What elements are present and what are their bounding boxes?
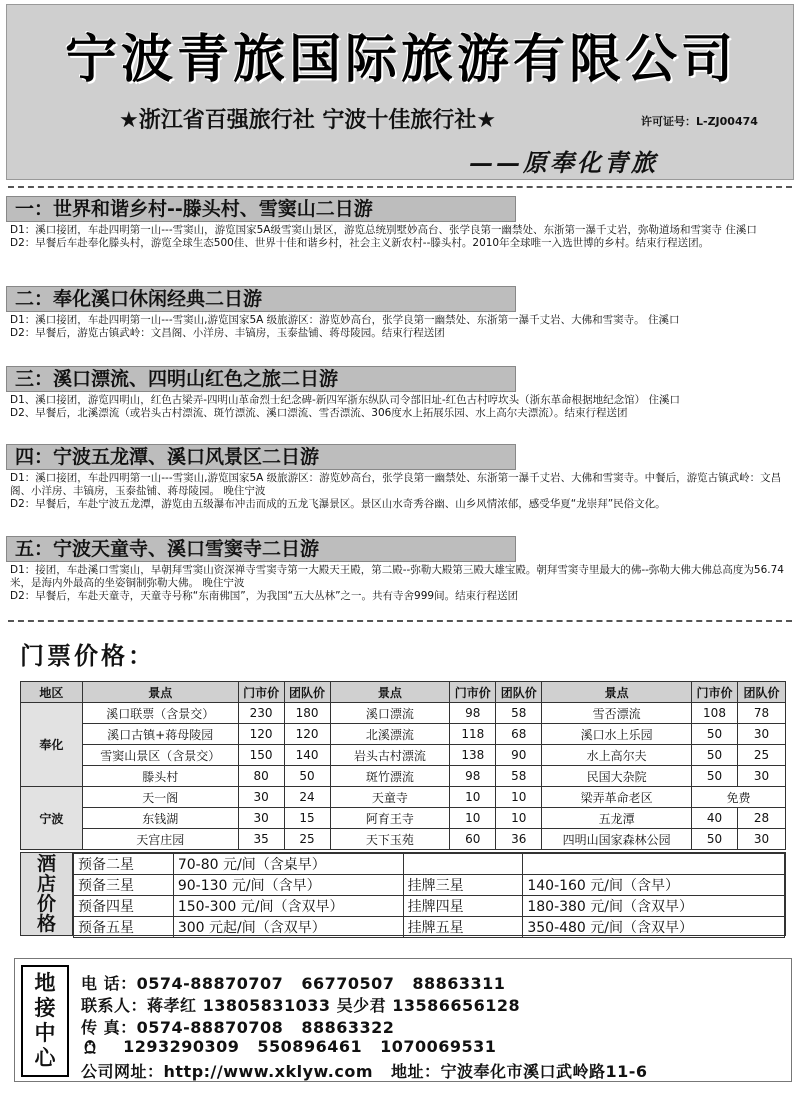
table-cell: 78 xyxy=(737,703,785,724)
table-cell: 108 xyxy=(692,703,738,724)
qq-penguin-icon xyxy=(81,1037,99,1055)
column-header: 团队价 xyxy=(737,682,785,703)
table-cell: 50 xyxy=(692,766,738,787)
table-row xyxy=(21,703,786,724)
table-cell: 溪口联票（含景交） xyxy=(82,703,238,724)
route-line: D2：早餐后车赴奉化滕头村，游览全球生态500佳、世界十佳和谐乡村，社会主义新农村--滕头村。2010年全球唯一入选世博的乡村。结束行程送团。 xyxy=(10,236,710,249)
label-char: 店 xyxy=(36,873,56,895)
table-row xyxy=(21,766,786,787)
table-cell: 98 xyxy=(450,703,496,724)
table-cell: 10 xyxy=(450,808,496,829)
hotel-price: 300 元起/间（含双早） xyxy=(173,917,403,938)
honors-line: ★浙江省百强旅行社 宁波十佳旅行社★ xyxy=(119,108,497,133)
table-cell: 天下玉苑 xyxy=(330,829,450,850)
table-cell: 40 xyxy=(692,808,738,829)
website-link[interactable]: http://www.xklyw.com xyxy=(163,1062,373,1081)
table-row xyxy=(74,875,785,896)
hotel-grade: 挂牌四星 xyxy=(403,896,523,917)
hotel-price-table xyxy=(73,853,785,938)
route-desc-3 xyxy=(10,394,790,420)
hotel-price: 70-80 元/间（含桌早） xyxy=(173,854,403,875)
ticket-price-table xyxy=(20,681,786,850)
contact-center-label xyxy=(21,965,69,1077)
table-cell: 118 xyxy=(450,724,496,745)
table-cell: 25 xyxy=(737,745,785,766)
table-cell: 98 xyxy=(450,766,496,787)
table-cell: 120 xyxy=(238,724,284,745)
label-char: 格 xyxy=(36,913,56,935)
phone-line xyxy=(81,971,505,994)
website-label: 公司网址： xyxy=(81,1062,164,1081)
table-header-row xyxy=(21,682,786,703)
table-row xyxy=(21,724,786,745)
fax-label: 传 真： xyxy=(81,1018,137,1037)
area-cell: 奉化 xyxy=(21,703,83,787)
route-line: D1：溪口接团，车赴四明第一山---雪窦山,游览国家5A 级旅游区：游览妙高台，张学良第一幽禁处、东浙第一瀑千丈岩、大佛和雪窦寺。中餐后，游览古镇武岭：文昌阁、小洋房、丰镐房，玉泰盐铺、蒋母陵园。 晚住宁波 xyxy=(10,472,782,497)
table-cell: 30 xyxy=(737,724,785,745)
qq-number: 1293290309 xyxy=(123,1037,240,1056)
table-cell: 免费 xyxy=(692,787,786,808)
table-row xyxy=(74,854,785,875)
table-cell: 36 xyxy=(496,829,542,850)
table-cell: 30 xyxy=(238,808,284,829)
column-header: 门市价 xyxy=(238,682,284,703)
route-desc-4 xyxy=(10,472,790,510)
table-row xyxy=(21,745,786,766)
table-cell: 10 xyxy=(496,808,542,829)
column-header: 景点 xyxy=(330,682,450,703)
column-header: 团队价 xyxy=(284,682,330,703)
route-desc-1 xyxy=(10,224,790,250)
table-cell: 溪口漂流 xyxy=(330,703,450,724)
contact-persons: 蒋孝红 13805831033 吴少君 13586656128 xyxy=(147,996,521,1015)
table-cell: 阿育王寺 xyxy=(330,808,450,829)
route-title-5: 五：宁波天童寺、溪口雪窦寺二日游 xyxy=(6,536,516,562)
hotel-grade: 挂牌三星 xyxy=(403,875,523,896)
table-cell: 50 xyxy=(284,766,330,787)
table-cell: 北溪漂流 xyxy=(330,724,450,745)
column-header: 地区 xyxy=(21,682,83,703)
label-char: 地 xyxy=(34,971,56,995)
route-line: D2：早餐后，车赴宁波五龙潭，游览由五级瀑布冲击而成的五龙飞瀑景区。景区山水奇秀谷幽、山乡风情浓郁，感受华夏“龙崇拜”民俗文化。 xyxy=(10,497,666,510)
table-cell: 四明山国家森林公园 xyxy=(542,829,692,850)
table-cell: 溪口水上乐园 xyxy=(542,724,692,745)
hotel-price: 180-380 元/间（含双早） xyxy=(523,896,785,917)
qq-number: 550896461 xyxy=(257,1037,363,1056)
column-header: 团队价 xyxy=(496,682,542,703)
table-cell: 30 xyxy=(238,787,284,808)
table-cell: 梁弄革命老区 xyxy=(542,787,692,808)
table-cell: 雪否漂流 xyxy=(542,703,692,724)
label-char: 心 xyxy=(34,1046,56,1070)
column-header: 门市价 xyxy=(692,682,738,703)
table-cell: 天童寺 xyxy=(330,787,450,808)
table-cell: 58 xyxy=(496,703,542,724)
hotel-grade: 预备三星 xyxy=(74,875,174,896)
hotel-grade: 预备四星 xyxy=(74,896,174,917)
table-cell: 滕头村 xyxy=(82,766,238,787)
column-header: 景点 xyxy=(542,682,692,703)
original-name: ——原奉化青旅 xyxy=(469,148,658,177)
table-cell: 15 xyxy=(284,808,330,829)
route-title-1: 一：世界和谐乡村--滕头村、雪窦山二日游 xyxy=(6,196,516,222)
label-char: 价 xyxy=(36,893,56,915)
route-title-3: 三：溪口漂流、四明山红色之旅二日游 xyxy=(6,366,516,392)
table-row xyxy=(21,787,786,808)
table-cell: 138 xyxy=(450,745,496,766)
table-cell: 90 xyxy=(496,745,542,766)
table-row xyxy=(74,917,785,938)
table-row xyxy=(21,829,786,850)
table-cell: 120 xyxy=(284,724,330,745)
column-header: 门市价 xyxy=(450,682,496,703)
table-cell: 10 xyxy=(450,787,496,808)
route-line: D2：早餐后，游览古镇武岭：文昌阁、小洋房、丰镐房，玉泰盐铺、蒋母陵园。结束行程送团 xyxy=(10,326,445,339)
table-cell: 80 xyxy=(238,766,284,787)
table-cell: 150 xyxy=(238,745,284,766)
hotel-price-label xyxy=(21,853,73,935)
table-cell: 35 xyxy=(238,829,284,850)
hotel-price: 140-160 元/间（含早） xyxy=(523,875,785,896)
label-char: 酒 xyxy=(36,853,56,875)
table-row xyxy=(21,808,786,829)
route-desc-5 xyxy=(10,564,790,602)
table-cell: 50 xyxy=(692,745,738,766)
table-cell: 30 xyxy=(737,766,785,787)
hotel-grade: 挂牌五星 xyxy=(403,917,523,938)
table-cell: 10 xyxy=(496,787,542,808)
label-char: 接 xyxy=(34,996,56,1020)
ticket-price-title: 门票价格： xyxy=(20,642,155,670)
phone-number: 88863311 xyxy=(412,974,506,993)
qq-line xyxy=(81,1037,496,1056)
route-line: D1：接团，车赴溪口雪窦山，早朝拜雪窦山资深禅寺雪窦寺第一大殿天王殿，第二殿--弥勒大殿第三殿大雄宝殿。朝拜雪窦寺里最大的佛--弥勒大佛大佛总高度为56.74米，是海内外最高的坐姿铜制弥勒大佛。 晚住宁波 xyxy=(10,564,784,589)
phone-label: 电 话： xyxy=(81,974,137,993)
fax-number: 88863322 xyxy=(301,1018,395,1037)
table-cell: 五龙潭 xyxy=(542,808,692,829)
website-line xyxy=(81,1059,648,1082)
hotel-grade xyxy=(403,854,523,875)
route-line: D2、早餐后，北溪漂流（或岩头古村漂流、斑竹漂流、溪口漂流、雪否漂流、306度水上拓展乐园、水上高尔夫漂流）。结束行程送团 xyxy=(10,406,628,419)
table-cell: 60 xyxy=(450,829,496,850)
license-number: 许可证号：L-ZJ00474 xyxy=(641,115,758,128)
route-line: D1：溪口接团，车赴四明第一山---雪窦山，游览国家5A级雪窦山景区，游览总统别墅妙高台、张学良第一幽禁处、东浙第一瀑千丈岩，弥勒道场和雪窦寺 住溪口 xyxy=(10,224,757,236)
address-label: 地址： xyxy=(391,1062,441,1081)
table-cell: 230 xyxy=(238,703,284,724)
table-cell: 25 xyxy=(284,829,330,850)
hotel-price: 350-480 元/间（含双早） xyxy=(523,917,785,938)
hotel-grade: 预备二星 xyxy=(74,854,174,875)
table-cell: 天宫庄园 xyxy=(82,829,238,850)
route-line: D2：早餐后，车赴天童寺，天童寺号称“东南佛国”，为我国“五大丛林”之一。共有寺舍999间。结束行程送团 xyxy=(10,589,519,602)
table-cell: 民国大杂院 xyxy=(542,766,692,787)
contact-person-line xyxy=(81,993,520,1016)
address-text: 宁波奉化市溪口武岭路11-6 xyxy=(440,1062,648,1081)
column-header: 景点 xyxy=(82,682,238,703)
hotel-price-box xyxy=(20,852,786,936)
table-cell: 50 xyxy=(692,829,738,850)
table-cell: 50 xyxy=(692,724,738,745)
qq-number: 1070069531 xyxy=(380,1037,497,1056)
route-title-2: 二：奉化溪口休闲经典二日游 xyxy=(6,286,516,312)
table-cell: 天一阁 xyxy=(82,787,238,808)
table-cell: 斑竹漂流 xyxy=(330,766,450,787)
table-cell: 68 xyxy=(496,724,542,745)
route-line: D1、溪口接团，游览四明山，红色古梁弄-四明山革命烈士纪念碑-新四军浙东纵队司令部旧址-红色古村哼坎头（浙东革命根据地纪念馆） 住溪口 xyxy=(10,394,680,406)
table-cell: 雪窦山景区（含景交） xyxy=(82,745,238,766)
route-line: D1：溪口接团，车赴四明第一山---雪窦山,游览国家5A 级旅游区：游览妙高台，张学良第一幽禁处、东浙第一瀑千丈岩、大佛和雪窦寺。 住溪口 xyxy=(10,314,680,326)
table-row xyxy=(74,896,785,917)
divider xyxy=(8,186,792,188)
table-cell: 28 xyxy=(737,808,785,829)
route-desc-2 xyxy=(10,314,790,340)
area-cell: 宁波 xyxy=(21,787,83,850)
hotel-grade: 预备五星 xyxy=(74,917,174,938)
table-cell: 140 xyxy=(284,745,330,766)
table-cell: 东钱湖 xyxy=(82,808,238,829)
hotel-price: 150-300 元/间（含双早） xyxy=(173,896,403,917)
table-cell: 58 xyxy=(496,766,542,787)
divider xyxy=(8,620,792,622)
company-name: 宁波青旅国际旅游有限公司 xyxy=(64,30,737,90)
route-title-4: 四：宁波五龙潭、溪口风景区二日游 xyxy=(6,444,516,470)
table-cell: 岩头古村漂流 xyxy=(330,745,450,766)
hotel-price xyxy=(523,854,785,875)
header-banner xyxy=(6,4,794,180)
label-char: 中 xyxy=(34,1021,56,1045)
table-cell: 溪口古镇+蒋母陵园 xyxy=(82,724,238,745)
table-cell: 水上高尔夫 xyxy=(542,745,692,766)
phone-number: 66770507 xyxy=(301,974,395,993)
hotel-price: 90-130 元/间（含早） xyxy=(173,875,403,896)
contact-box xyxy=(14,958,792,1082)
table-cell: 180 xyxy=(284,703,330,724)
fax-line xyxy=(81,1015,394,1038)
table-cell: 30 xyxy=(737,829,785,850)
person-label: 联系人： xyxy=(81,996,148,1015)
fax-number: 0574-88870708 xyxy=(136,1018,284,1037)
phone-number: 0574-88870707 xyxy=(136,974,284,993)
table-cell: 24 xyxy=(284,787,330,808)
